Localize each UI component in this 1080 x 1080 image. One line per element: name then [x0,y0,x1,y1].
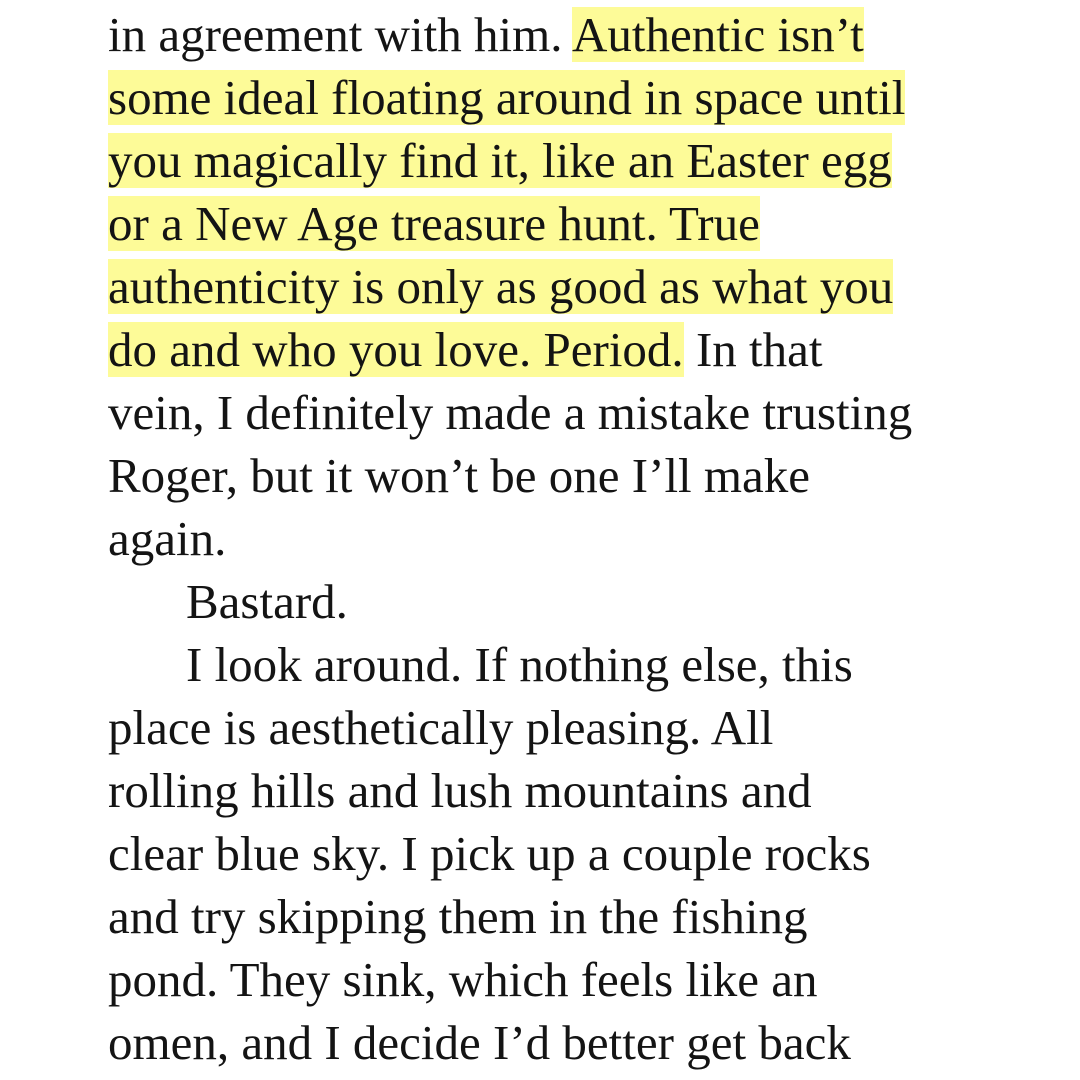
line-text: Roger, but it won’t be one I’ll make [108,448,811,503]
line-text: clear blue sky. I pick up a couple rocks [108,826,871,881]
line-text: vein, I definitely made a mistake trusting [108,385,913,440]
highlighted-text: you magically find it, like an Easter egg [108,133,892,188]
line-text: I look around. If nothing else, this [186,637,853,692]
line-text: again. [108,511,227,566]
text-line [108,255,893,319]
text-line [108,192,760,256]
text-line [108,3,864,67]
line-text: In that [683,322,823,377]
text-line [108,66,905,130]
line-text: omen, and I decide I’d better get back [108,1015,851,1070]
text-line [108,759,812,823]
text-line [108,1011,851,1075]
text-line [108,696,773,760]
highlighted-text: or a New Age treasure hunt. True [108,196,760,251]
highlighted-text: some ideal floating around in space until [108,70,906,125]
highlighted-text: Authentic isn’t [572,7,864,62]
line-text: place is aesthetically pleasing. All [108,700,774,755]
text-line [108,822,871,886]
line-text: pond. They sink, which feels like an [108,952,818,1007]
text-line [108,444,810,508]
text-line [108,948,817,1012]
highlighted-text: authenticity is only as good as what you [108,259,894,314]
text-line [186,570,348,634]
highlighted-text: do and who you love. Period. [108,322,684,377]
line-text: and try skipping them in the fishing [108,889,808,944]
text-line [108,885,808,949]
text-line [108,381,912,445]
text-line [108,129,892,193]
line-text: Bastard. [186,574,348,629]
line-text: in agreement with him. [108,7,573,62]
text-line [108,507,226,571]
line-text: rolling hills and lush mountains and [108,763,812,818]
text-line [186,633,853,697]
text-line [108,318,822,382]
